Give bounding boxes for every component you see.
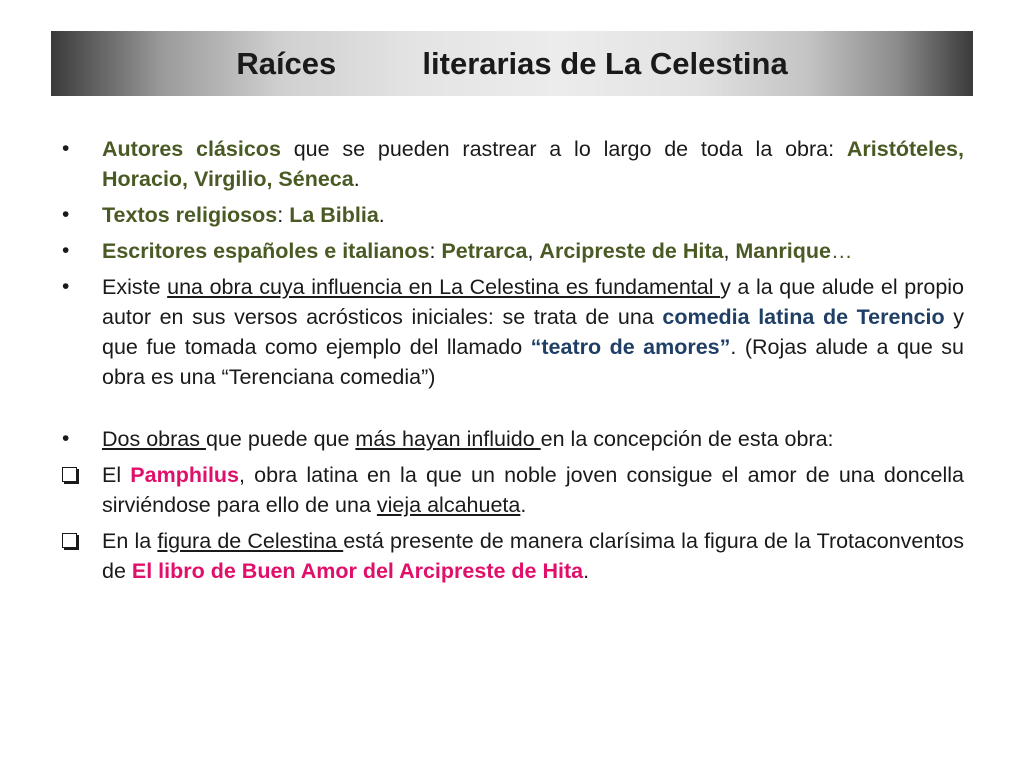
text-run: El	[102, 463, 131, 487]
text-run: “teatro de amores”	[530, 335, 731, 359]
bullet-list	[62, 134, 964, 454]
checkbox-square-icon	[62, 533, 77, 548]
text-run: y que fue tomada como ejemplo del llamado	[102, 305, 964, 359]
text-run: Existe	[102, 275, 168, 299]
checkbox-square-icon	[62, 467, 77, 482]
text-run: …	[830, 239, 853, 263]
item-text	[102, 529, 964, 583]
text-run: Textos religiosos	[102, 203, 278, 227]
text-run: .	[353, 167, 360, 191]
text-run: que puede que	[205, 427, 356, 451]
text-run: más hayan influido	[355, 427, 541, 451]
text-run: Manrique	[735, 239, 831, 263]
bullet-icon: •	[62, 203, 70, 226]
text-run: Aristóteles, Horacio, Virgilio, Séneca	[102, 137, 964, 191]
item-text	[102, 203, 385, 227]
text-run: Petrarca	[441, 239, 528, 263]
item-text	[102, 137, 964, 191]
text-run: ,	[723, 239, 736, 263]
bullet-icon: •	[62, 239, 70, 262]
text-run: .	[378, 203, 385, 227]
text-run: ,	[527, 239, 540, 263]
text-run: Autores clásicos	[102, 137, 281, 161]
bullet-icon: •	[62, 275, 70, 298]
text-run: y a la que alude el propio autor en sus versos acrósticos iniciales: se trata de una	[102, 275, 965, 329]
text-run: en la concepción de esta obra:	[540, 427, 834, 451]
checkbox-item-figura	[62, 526, 964, 586]
text-run: Escritores españoles e italianos	[102, 239, 430, 263]
text-run: :	[429, 239, 442, 263]
text-run: En la	[102, 529, 158, 553]
bullet-icon: •	[62, 137, 70, 160]
bullet-item-autores	[62, 134, 964, 194]
checkbox-list	[62, 460, 964, 586]
text-run: El libro de Buen Amor del Arcipreste de Hita	[131, 559, 584, 583]
text-run: comedia latina de Terencio	[662, 305, 945, 329]
item-text	[102, 463, 964, 517]
text-run: Arcipreste de Hita	[539, 239, 724, 263]
bullet-icon: •	[62, 427, 70, 450]
text-run: , obra latina en la que un noble joven consigue el amor de una doncella sirviéndose para ello de una	[102, 463, 964, 517]
text-run: una obra cuya influencia en La Celestina es fundamental	[167, 275, 721, 299]
bullet-item-dos-obras	[62, 424, 964, 454]
slide-content	[62, 134, 964, 592]
text-run: . (Rojas alude a que su obra es una “Terenciana comedia”)	[102, 335, 964, 389]
text-run: .	[520, 493, 527, 517]
item-text	[102, 427, 834, 451]
slide-title: Raíces literarias de La Celestina	[236, 46, 788, 81]
text-run: figura de Celestina	[157, 529, 344, 553]
bullet-item-textos	[62, 200, 964, 230]
text-run: Dos obras	[102, 427, 206, 451]
bullet-item-escritores	[62, 236, 964, 266]
text-run: Pamphilus	[130, 463, 240, 487]
bullet-item-existe	[62, 272, 964, 392]
text-run: :	[277, 203, 290, 227]
text-run: está presente de manera clarísima la figura de la Trotaconventos de	[102, 529, 965, 583]
title-bar	[51, 31, 973, 96]
text-run: que se pueden rastrear a lo largo de toda la obra:	[280, 137, 847, 161]
text-run: La Biblia	[289, 203, 379, 227]
item-text	[102, 275, 964, 389]
item-text	[102, 239, 852, 263]
text-run: vieja alcahueta	[376, 493, 521, 517]
spacer	[62, 398, 964, 424]
text-run: .	[583, 559, 590, 583]
checkbox-item-pamphilus	[62, 460, 964, 520]
